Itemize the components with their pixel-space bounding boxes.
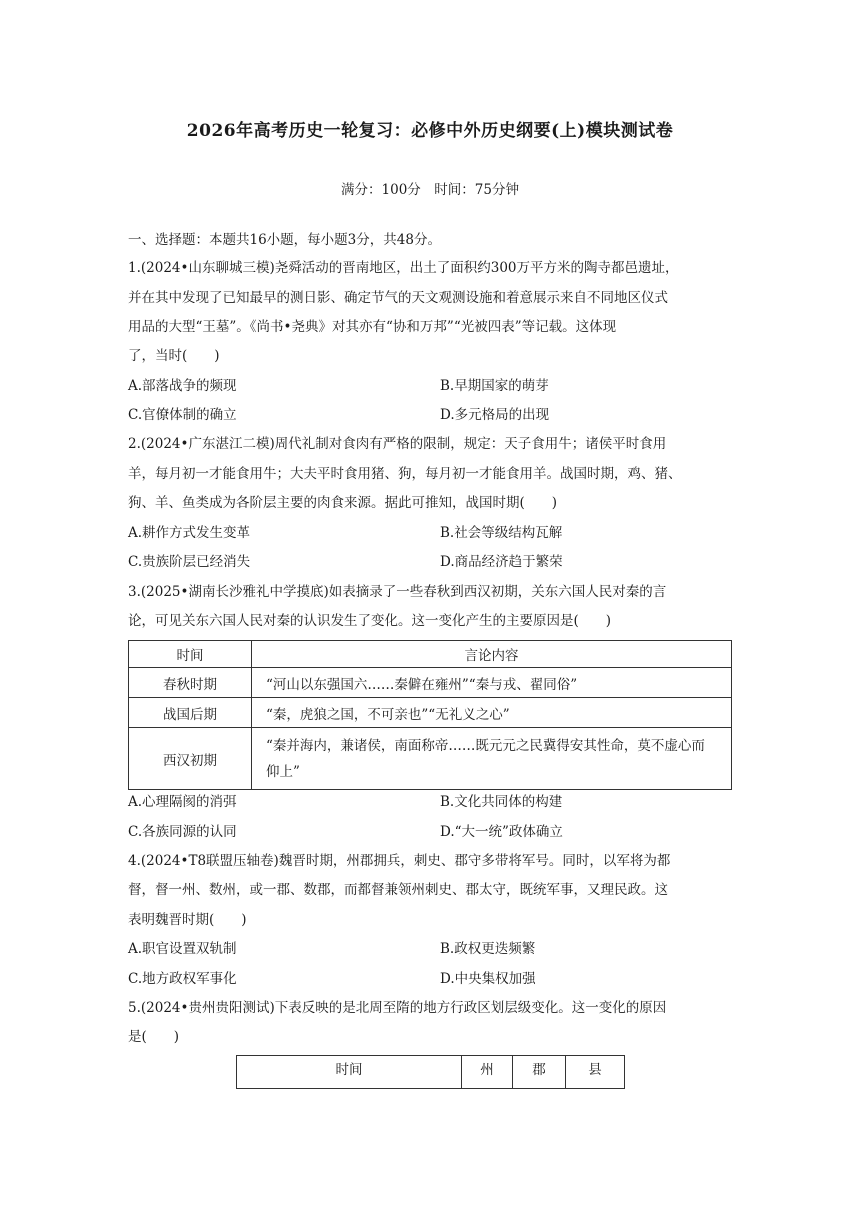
table-header-jun: 郡 bbox=[513, 1056, 566, 1089]
q2-option-b[interactable]: B.社会等级结构瓦解 bbox=[440, 525, 563, 541]
q4-line: 督，督一州、数州，或一郡、数郡，而都督兼领州刺史、郡太守，既统军事，又理民政。这 bbox=[128, 882, 668, 898]
q5-table bbox=[236, 1055, 625, 1089]
table-row bbox=[129, 668, 732, 698]
q3-option-a[interactable]: A.心理隔阂的消弭 bbox=[128, 794, 237, 810]
q5-line: 5.(2024•贵州贵阳测试)下表反映的是北周至隋的地方行政区划层级变化。这一变化的原因 bbox=[128, 1000, 667, 1016]
q3-table bbox=[128, 640, 732, 790]
table-cell-content: “秦并海内，兼诸侯，南面称帝……既元元之民冀得安其性命，莫不虚心而仰上” bbox=[252, 728, 732, 790]
q5-line: 是( ) bbox=[128, 1029, 180, 1045]
q1-line: 用品的大型“王墓”。《尚书•尧典》对其亦有“协和万邦”“光被四表”等记载。这体现 bbox=[128, 319, 617, 335]
q2-line: 狗、羊、鱼类成为各阶层主要的肉食来源。据此可推知，战国时期( ) bbox=[128, 495, 558, 511]
q2-line: 2.(2024•广东湛江二模)周代礼制对食肉有严格的限制，规定：天子食用牛；诸侯平时食用 bbox=[128, 436, 667, 452]
table-header-zhou: 州 bbox=[462, 1056, 513, 1089]
q1-line: 了，当时( ) bbox=[128, 348, 220, 364]
exam-meta: 满分：100分 时间：75分钟 bbox=[341, 182, 519, 198]
q3-line: 论，可见关东六国人民对秦的认识发生了变化。这一变化产生的主要原因是( ) bbox=[128, 613, 612, 629]
q3-option-d[interactable]: D.“大一统”政体确立 bbox=[440, 824, 563, 840]
page-title: 2026年高考历史一轮复习：必修中外历史纲要(上)模块测试卷 bbox=[186, 121, 674, 141]
q1-line: 1.(2024•山东聊城三模)尧舜活动的晋南地区，出土了面积约300万平方米的陶寺都邑遗址， bbox=[128, 260, 679, 276]
q2-line: 羊，每月初一才能食用牛；大夫平时食用猪、狗，每月初一才能食用羊。战国时期，鸡、猪、 bbox=[128, 466, 682, 482]
table-header-row bbox=[237, 1056, 625, 1089]
q2-option-a[interactable]: A.耕作方式发生变革 bbox=[128, 525, 251, 541]
q3-option-b[interactable]: B.文化共同体的构建 bbox=[440, 794, 563, 810]
table-row bbox=[129, 698, 732, 728]
section-heading: 一、选择题：本题共16小题，每小题3分，共48分。 bbox=[128, 232, 441, 248]
q4-option-c[interactable]: C.地方政权军事化 bbox=[128, 971, 237, 987]
q4-line: 4.(2024•T8联盟压轴卷)魏晋时期，州郡拥兵，刺史、郡守多带将军号。同时，以军将为都 bbox=[128, 853, 671, 869]
table-cell-period: 战国后期 bbox=[129, 698, 252, 728]
table-header-time: 时间 bbox=[129, 641, 252, 668]
table-header-content: 言论内容 bbox=[252, 641, 732, 668]
q3-option-c[interactable]: C.各族同源的认同 bbox=[128, 824, 237, 840]
q1-option-b[interactable]: B.早期国家的萌芽 bbox=[440, 378, 549, 394]
table-cell-period: 春秋时期 bbox=[129, 668, 252, 698]
table-header-xian: 县 bbox=[566, 1056, 625, 1089]
q1-line: 并在其中发现了已知最早的测日影、确定节气的天文观测设施和着意展示来自不同地区仪式 bbox=[128, 290, 668, 306]
q4-option-d[interactable]: D.中央集权加强 bbox=[440, 971, 536, 987]
table-cell-period: 西汉初期 bbox=[129, 728, 252, 790]
q4-line: 表明魏晋时期( ) bbox=[128, 912, 247, 928]
table-cell-content: “秦，虎狼之国，不可亲也”“无礼义之心” bbox=[252, 698, 732, 728]
q2-option-c[interactable]: C.贵族阶层已经消失 bbox=[128, 554, 251, 570]
q1-option-c[interactable]: C.官僚体制的确立 bbox=[128, 407, 237, 423]
q1-option-a[interactable]: A.部落战争的频现 bbox=[128, 378, 237, 394]
table-row bbox=[129, 728, 732, 790]
table-header-time: 时间 bbox=[237, 1056, 462, 1089]
q1-option-d[interactable]: D.多元格局的出现 bbox=[440, 407, 550, 423]
table-header-row bbox=[129, 641, 732, 668]
q4-option-b[interactable]: B.政权更迭频繁 bbox=[440, 941, 536, 957]
q3-line: 3.(2025•湖南长沙雅礼中学摸底)如表摘录了一些春秋到西汉初期，关东六国人民对秦的言 bbox=[128, 584, 667, 600]
q4-option-a[interactable]: A.职官设置双轨制 bbox=[128, 941, 237, 957]
q2-option-d[interactable]: D.商品经济趋于繁荣 bbox=[440, 554, 563, 570]
table-cell-content: “河山以东强国六……秦僻在雍州”“秦与戎、翟同俗” bbox=[252, 668, 732, 698]
